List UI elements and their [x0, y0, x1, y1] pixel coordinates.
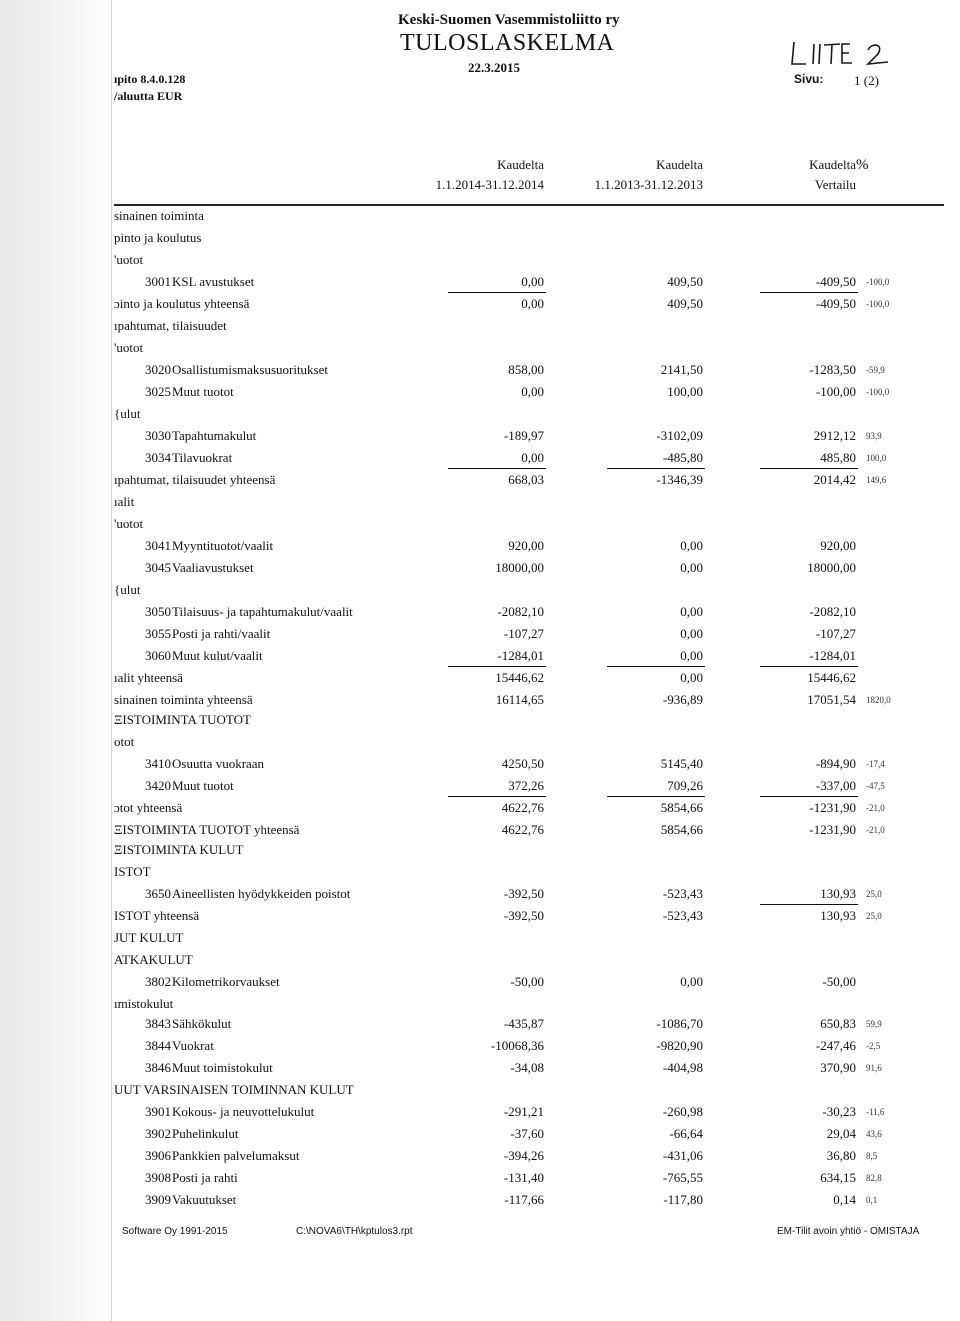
- percent-change: 91,6: [866, 1063, 882, 1073]
- amount-difference: -247,46: [815, 1038, 856, 1053]
- col1-head-line1: Kaudelta: [497, 157, 544, 172]
- table-row: [0, 494, 960, 514]
- account-code: 3025: [145, 384, 171, 399]
- amount-difference: -1231,90: [809, 800, 856, 815]
- section-label: ΞISTOIMINTA KULUT: [114, 842, 244, 857]
- account-name: Posti ja rahti/vaalit: [172, 626, 271, 641]
- percent-change: 8,5: [866, 1151, 878, 1161]
- section-label: ıalit: [114, 494, 135, 509]
- percent-change: 149,6: [866, 475, 887, 485]
- percent-change: 59,9: [866, 1019, 882, 1029]
- amount-2013: -260,98: [662, 1104, 703, 1119]
- amount-2013: -523,43: [662, 886, 703, 901]
- amount-2013: -66,64: [669, 1126, 703, 1141]
- amount-2013: 0,00: [680, 648, 703, 663]
- amount-2013: 709,26: [667, 778, 703, 793]
- percent-change: -21,0: [866, 803, 885, 813]
- table-row: [0, 648, 960, 668]
- table-row: [0, 406, 960, 426]
- amount-2013: -936,89: [662, 692, 703, 707]
- table-row: [0, 252, 960, 272]
- table-row: [0, 318, 960, 338]
- amount-difference: 650,83: [820, 1016, 856, 1031]
- account-code: 3909: [145, 1192, 171, 1207]
- percent-change: 1820,0: [866, 695, 891, 705]
- amount-2014: 18000,00: [495, 560, 544, 575]
- account-code: 3060: [145, 648, 171, 663]
- table-row: [0, 538, 960, 558]
- amount-difference: 485,80: [820, 450, 856, 465]
- section-label: ıalit yhteensä: [114, 670, 183, 685]
- subtotal-underline: [448, 666, 546, 667]
- table-row: [0, 778, 960, 798]
- amount-2014: 0,00: [521, 384, 544, 399]
- amount-2014: -291,21: [503, 1104, 544, 1119]
- table-row: [0, 560, 960, 580]
- subtotal-underline: [607, 468, 705, 469]
- amount-2014: 0,00: [521, 296, 544, 311]
- amount-2014: -34,08: [510, 1060, 544, 1075]
- section-label: 'uotot: [114, 252, 144, 267]
- account-code: 3906: [145, 1148, 171, 1163]
- amount-2013: 5854,66: [660, 822, 703, 837]
- amount-difference: -1284,01: [809, 648, 856, 663]
- account-code: 3802: [145, 974, 171, 989]
- table-row: [0, 362, 960, 382]
- amount-2013: 0,00: [680, 560, 703, 575]
- section-label: ıpahtumat, tilaisuudet yhteensä: [114, 472, 276, 487]
- account-name: Pankkien palvelumaksut: [172, 1148, 300, 1163]
- amount-2013: 409,50: [667, 296, 703, 311]
- section-label: ΞISTOIMINTA TUOTOT: [114, 712, 251, 727]
- amount-difference: -1231,90: [809, 822, 856, 837]
- table-row: [0, 842, 960, 862]
- table-row: [0, 734, 960, 754]
- subtotal-underline: [760, 468, 858, 469]
- percent-change: 93,9: [866, 431, 882, 441]
- account-name: Myyntituotot/vaalit: [172, 538, 274, 553]
- section-label: otot: [114, 734, 135, 749]
- amount-2014: 4250,50: [501, 756, 544, 771]
- account-name: Vakuutukset: [172, 1192, 237, 1207]
- account-name: Osallistumismaksusuoritukset: [172, 362, 328, 377]
- table-row: [0, 756, 960, 776]
- amount-2013: -3102,09: [656, 428, 703, 443]
- page-number: 1 (2): [854, 73, 879, 88]
- table-row: [0, 930, 960, 950]
- section-label: {ulut: [114, 406, 141, 421]
- amount-difference: 0,14: [833, 1192, 856, 1207]
- account-name: Muut tuotot: [172, 778, 234, 793]
- percent-change: -17,4: [866, 759, 885, 769]
- amount-difference: 370,90: [820, 1060, 856, 1075]
- account-name: Tilavuokrat: [172, 450, 233, 465]
- percent-change: -59,9: [866, 365, 885, 375]
- table-row: [0, 670, 960, 690]
- col3-head-line1: Kaudelta: [809, 157, 856, 172]
- table-row: [0, 428, 960, 448]
- account-name: Aineellisten hyödykkeiden poistot: [172, 886, 351, 901]
- table-row: [0, 1126, 960, 1146]
- account-name: Tilaisuus- ja tapahtumakulut/vaalit: [172, 604, 353, 619]
- amount-2013: -765,55: [662, 1170, 703, 1185]
- table-row: [0, 908, 960, 928]
- amount-2014: 920,00: [508, 538, 544, 553]
- amount-2014: -131,40: [503, 1170, 544, 1185]
- col1-head-line2: 1.1.2014-31.12.2014: [435, 177, 544, 192]
- table-row: [0, 582, 960, 602]
- organization-name: Keski-Suomen Vasemmistoliitto ry: [398, 12, 620, 28]
- report-date: 22.3.2015: [468, 60, 520, 75]
- section-label: UUT VARSINAISEN TOIMINNAN KULUT: [114, 1082, 354, 1097]
- table-row: [0, 472, 960, 492]
- account-name: Vaaliavustukset: [172, 560, 254, 575]
- account-name: Muut tuotot: [172, 384, 234, 399]
- col2-head-line1: Kaudelta: [656, 157, 703, 172]
- table-row: [0, 1192, 960, 1212]
- amount-2014: 4622,76: [501, 822, 544, 837]
- account-code: 3050: [145, 604, 171, 619]
- amount-2014: 0,00: [521, 274, 544, 289]
- section-label: sinainen toiminta: [114, 208, 204, 223]
- section-label: ATKAKULUT: [114, 952, 193, 967]
- amount-2014: -435,87: [503, 1016, 544, 1031]
- account-name: Sähkökulut: [172, 1016, 232, 1031]
- amount-difference: -107,27: [815, 626, 856, 641]
- amount-2013: -431,06: [662, 1148, 703, 1163]
- account-code: 3034: [145, 450, 171, 465]
- account-code: 3041: [145, 538, 171, 553]
- page-label: Sivu:: [794, 72, 824, 86]
- col4-head-percent: %: [856, 157, 869, 173]
- amount-difference: -337,00: [815, 778, 856, 793]
- table-row: [0, 626, 960, 646]
- section-label: {ulut: [114, 582, 141, 597]
- account-name: Kokous- ja neuvottelukulut: [172, 1104, 315, 1119]
- table-row: [0, 886, 960, 906]
- amount-difference: 634,15: [820, 1170, 856, 1185]
- account-name: Puhelinkulut: [172, 1126, 239, 1141]
- amount-difference: 130,93: [820, 886, 856, 901]
- account-name: Kilometrikorvaukset: [172, 974, 280, 989]
- col3-head-line2: Vertailu: [814, 177, 856, 192]
- account-name: Tapahtumakulut: [172, 428, 257, 443]
- amount-2014: 372,26: [508, 778, 544, 793]
- amount-2014: 668,03: [508, 472, 544, 487]
- report-title: TULOSLASKELMA: [400, 30, 615, 56]
- account-code: 3030: [145, 428, 171, 443]
- subtotal-underline: [760, 666, 858, 667]
- amount-difference: 29,04: [826, 1126, 856, 1141]
- amount-difference: 15446,62: [807, 670, 856, 685]
- table-row: [0, 1082, 960, 1102]
- section-label: ıpahtumat, tilaisuudet: [114, 318, 227, 333]
- col2-head-line2: 1.1.2013-31.12.2013: [594, 177, 703, 192]
- table-row: [0, 712, 960, 732]
- subtotal-underline: [760, 904, 858, 905]
- handwritten-annotation: [788, 38, 892, 68]
- percent-change: -11,6: [866, 1107, 885, 1117]
- section-label: pinto ja koulutus: [114, 230, 202, 245]
- table-row: [0, 996, 960, 1016]
- amount-difference: -409,50: [815, 274, 856, 289]
- amount-2014: -392,50: [503, 886, 544, 901]
- amount-2014: 16114,65: [495, 692, 544, 707]
- amount-2014: -1284,01: [497, 648, 544, 663]
- amount-2014: 4622,76: [501, 800, 544, 815]
- currency-line: /aluutta EUR: [114, 89, 183, 103]
- amount-difference: 130,93: [820, 908, 856, 923]
- percent-change: -100,0: [866, 387, 890, 397]
- account-code: 3420: [145, 778, 171, 793]
- table-row: [0, 208, 960, 228]
- footer-software: Software Oy 1991-2015: [122, 1226, 228, 1237]
- table-row: [0, 952, 960, 972]
- table-row: [0, 230, 960, 250]
- subtotal-underline: [607, 796, 705, 797]
- section-label: 'uotot: [114, 516, 144, 531]
- amount-difference: -30,23: [822, 1104, 856, 1119]
- amount-2013: -117,80: [663, 1192, 703, 1207]
- percent-change: 43,6: [866, 1129, 882, 1139]
- subtotal-underline: [448, 468, 546, 469]
- table-row: [0, 822, 960, 842]
- account-code: 3045: [145, 560, 171, 575]
- table-row: [0, 516, 960, 536]
- amount-difference: 2912,12: [813, 428, 856, 443]
- amount-2014: -50,00: [510, 974, 544, 989]
- amount-2013: -1346,39: [656, 472, 703, 487]
- account-code: 3901: [145, 1104, 171, 1119]
- amount-2013: 0,00: [680, 538, 703, 553]
- amount-2014: -107,27: [503, 626, 544, 641]
- amount-2013: 100,00: [667, 384, 703, 399]
- account-code: 3055: [145, 626, 171, 641]
- amount-difference: -894,90: [815, 756, 856, 771]
- section-label: ISTOT yhteensä: [114, 908, 200, 923]
- percent-change: 0,1: [866, 1195, 878, 1205]
- amount-2014: -189,97: [503, 428, 544, 443]
- footer-report-path: C:\NOVA6\TH\kptulos3.rpt: [296, 1226, 413, 1237]
- amount-2013: 0,00: [680, 604, 703, 619]
- account-name: Muut kulut/vaalit: [172, 648, 263, 663]
- section-label: ɔinto ja koulutus yhteensä: [114, 296, 250, 311]
- amount-2013: -485,80: [662, 450, 703, 465]
- percent-change: -100,0: [866, 277, 890, 287]
- amount-2013: 0,00: [680, 974, 703, 989]
- table-row: [0, 604, 960, 624]
- table-row: [0, 450, 960, 470]
- account-name: Posti ja rahti: [172, 1170, 238, 1185]
- account-code: 3908: [145, 1170, 171, 1185]
- account-code: 3902: [145, 1126, 171, 1141]
- amount-difference: -100,00: [815, 384, 856, 399]
- percent-change: 100,0: [866, 453, 887, 463]
- subtotal-underline: [607, 666, 705, 667]
- percent-change: -2,5: [866, 1041, 881, 1051]
- amount-2013: -1086,70: [656, 1016, 703, 1031]
- table-row: [0, 384, 960, 404]
- account-name: Muut toimistokulut: [172, 1060, 273, 1075]
- section-label: JUT KULUT: [114, 930, 184, 945]
- account-code: 3844: [145, 1038, 171, 1053]
- amount-2013: 0,00: [680, 670, 703, 685]
- amount-difference: -409,50: [815, 296, 856, 311]
- amount-2014: -392,50: [503, 908, 544, 923]
- table-row: [0, 1104, 960, 1124]
- percent-change: 25,0: [866, 889, 882, 899]
- percent-change: 25,0: [866, 911, 882, 921]
- amount-2014: 0,00: [521, 450, 544, 465]
- subtotal-underline: [448, 796, 546, 797]
- amount-2014: -2082,10: [497, 604, 544, 619]
- table-row: [0, 974, 960, 994]
- amount-difference: -50,00: [822, 974, 856, 989]
- account-name: Osuutta vuokraan: [172, 756, 265, 771]
- table-row: [0, 340, 960, 360]
- table-row: [0, 1038, 960, 1058]
- amount-2014: -117,66: [504, 1192, 544, 1207]
- amount-difference: 36,80: [826, 1148, 856, 1163]
- amount-2014: 15446,62: [495, 670, 544, 685]
- amount-2013: -404,98: [662, 1060, 703, 1075]
- section-label: ɔtot yhteensä: [114, 800, 183, 815]
- amount-2014: -10068,36: [490, 1038, 544, 1053]
- account-code: 3650: [145, 886, 171, 901]
- percent-change: -47,5: [866, 781, 885, 791]
- amount-difference: -2082,10: [809, 604, 856, 619]
- table-row: [0, 296, 960, 316]
- percent-change: 82,8: [866, 1173, 882, 1183]
- section-label: 'uotot: [114, 340, 144, 355]
- percent-change: -21,0: [866, 825, 885, 835]
- account-code: 3846: [145, 1060, 171, 1075]
- amount-2013: 409,50: [667, 274, 703, 289]
- account-code: 3843: [145, 1016, 171, 1031]
- footer-company: EM-Tilit avoin yhtiö - OMISTAJA: [777, 1226, 920, 1237]
- amount-difference: 17051,54: [807, 692, 856, 707]
- program-version: ıpito 8.4.0.128: [114, 72, 186, 86]
- amount-2013: -9820,90: [656, 1038, 703, 1053]
- percent-change: -100,0: [866, 299, 890, 309]
- amount-2013: -523,43: [662, 908, 703, 923]
- section-label: ΞISTOIMINTA TUOTOT yhteensä: [114, 822, 300, 837]
- section-label: ımistokulut: [114, 996, 174, 1011]
- header-rule: [114, 204, 944, 206]
- account-code: 3410: [145, 756, 171, 771]
- amount-2013: 2141,50: [660, 362, 703, 377]
- subtotal-underline: [760, 796, 858, 797]
- table-row: [0, 692, 960, 712]
- amount-difference: 18000,00: [807, 560, 856, 575]
- subtotal-underline: [760, 292, 858, 293]
- amount-2013: 5145,40: [660, 756, 703, 771]
- table-row: [0, 864, 960, 884]
- amount-difference: 920,00: [820, 538, 856, 553]
- section-label: ISTOT: [114, 864, 151, 879]
- account-code: 3020: [145, 362, 171, 377]
- table-row: [0, 274, 960, 294]
- subtotal-underline: [448, 292, 546, 293]
- amount-difference: 2014,42: [813, 472, 856, 487]
- table-row: [0, 800, 960, 820]
- account-code: 3001: [145, 274, 171, 289]
- amount-2014: -37,60: [510, 1126, 544, 1141]
- amount-2013: 5854,66: [660, 800, 703, 815]
- table-row: [0, 1148, 960, 1168]
- account-name: KSL avustukset: [172, 274, 255, 289]
- amount-2013: 0,00: [680, 626, 703, 641]
- amount-difference: -1283,50: [809, 362, 856, 377]
- table-row: [0, 1060, 960, 1080]
- amount-2014: -394,26: [503, 1148, 544, 1163]
- amount-2014: 858,00: [508, 362, 544, 377]
- table-row: [0, 1016, 960, 1036]
- section-label: sinainen toiminta yhteensä: [114, 692, 253, 707]
- table-row: [0, 1170, 960, 1190]
- account-name: Vuokrat: [172, 1038, 214, 1053]
